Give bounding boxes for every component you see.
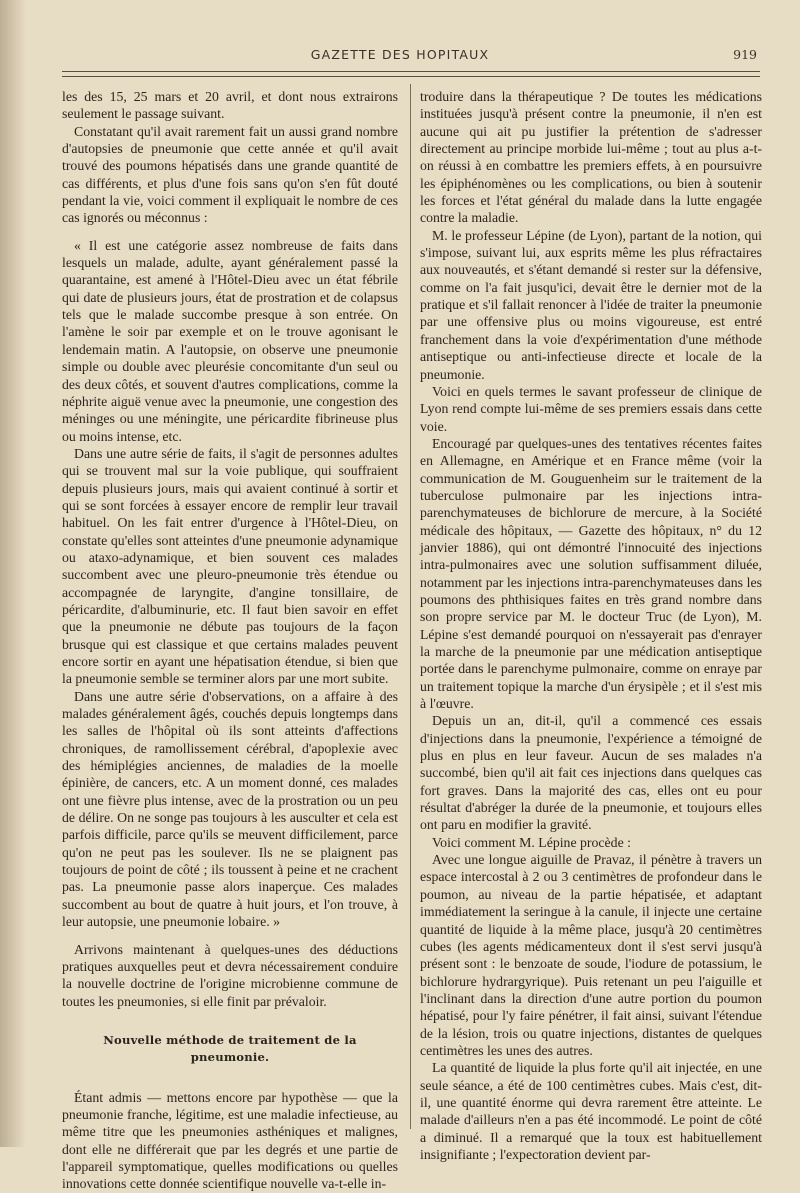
section-title: Nouvelle méthode de traitement de la pneumonie. <box>103 1032 357 1065</box>
paragraph: Avec une longue aiguille de Pravaz, il pénètre à travers un espace intercostal à 2 ou 3 centimètres de profondeur dans le poumon, au niveau de la partie hépatisée, et adaptant immédiatement la seringue à la canule, il injecte une certaine quantité de liquide à la même place, jusqu'à 20 centimètres cubes (les agents médicamenteux dont il s'est servi jusqu'à présent sont : le benzoate de soude, l'iodure de potassium, le bichlorure hydrargyrique). Puis retenant un peu l'aiguille et l'inclinant dans la direction d'une autre portion du poumon hépatisé, pour l'y faire pénétrer, il fait ainsi, suivant l'étendue de la lésion, trois ou quatre injections, distantes de quelques centimètres les unes des autres. <box>420 852 762 1058</box>
spacer <box>62 931 398 941</box>
paragraph: les des 15, 25 mars et 20 avril, et dont nous extrairons seulement le passage suivant. <box>62 89 398 122</box>
paragraph: Voici en quels termes le savant professeur de clinique de Lyon rend compte lui-même de ses premiers essais dans cette voie. <box>420 383 762 434</box>
column-divider <box>410 84 411 1129</box>
paragraph: M. le professeur Lépine (de Lyon), partant de la notion, qui s'impose, suivant lui, aux esprits même les plus réfractaires aux nouveautés, et s'étant demandé si rester sur la défensive, comme on l'a fait jusqu'ici, devait être le dernier mot de la pratique et s'il fallait renoncer à l'idée de traiter la pneumonie par une offensive plus ou moins vigoureuse, est entré franchement dans la voie d'expérimentation d'une méthode antiseptique ou anti-infectieuse directe et locale de la pneumonie. <box>420 227 762 382</box>
paragraph: Constatant qu'il avait rarement fait un aussi grand nombre d'autopsies de pneumonie que cette année et qu'il avait trouvé des poumons hépatisés dans une grande quantité de cas différents, et plus d'une fois sans qu'on s'en fût douté pendant la vie, voici comment il expliquait le nombre de ces cas ignorés ou méconnus : <box>62 123 398 226</box>
paragraph: Arrivons maintenant à quelques-unes des déductions pratiques auxquelles peut et devra nécessairement conduire la nouvelle doctrine de l'origine microbienne commune de toutes les pneumonies, si elle finit par prévaloir. <box>62 941 398 1009</box>
page-edge-shadow <box>0 0 26 1147</box>
paragraph: Voici comment M. Lépine procède : <box>432 834 631 850</box>
quoted-paragraph: « Il est une catégorie assez nombreuse de faits dans lesquels un malade, adulte, ayant généralement passé la quarantaine, est amené à l'Hôtel-Dieu avec un état fébrile qui date de plusieurs jours, état de prostration et de colapsus tels que le malade succombe presque à son entrée. On l'amène le soir par exemple et on le trouve agonisant le lendemain matin. A l'autopsie, on observe une pneumonie simple ou double avec pleurésie concomitante d'un seul ou des deux côtés, et souvent d'autres complications, comme la néphrite aiguë venue avec la pneumonie, une congestion des méninges ou une méningite, une péricardite fibrineuse plus ou moins intense, etc. <box>62 237 398 444</box>
quoted-paragraph: Dans une autre série de faits, il s'agit de personnes adultes qui se trouvent mal sur la voie publique, qui souffraient depuis plusieurs jours, mais qui avaient continué à sortir et qui se sont forcées à essayer encore de remplir leur travail habituel. On les fait entrer d'urgence à l'Hôtel-Dieu, on constate qu'elles sont atteintes d'une pneumonie adynamique ou ataxo-adynamique, et bien souvent ces malades succombent avec une pleuro-pneumonie très étendue ou accompagnée de laryngite, d'angine tonsillaire, de péricardite, d'albuminurie, etc. Il faut bien savoir en effet que la pneumonie ne débute pas toujours de la façon brusque qui est classique et que certains malades peuvent encore sortir en ayant une hépatisation étendue, si bien que la pneumonie semble se terminer alors par une mort subite. <box>62 445 398 687</box>
paragraph: La quantité de liquide la plus forte qu'il ait injectée, en une seule séance, a été de 100 centimètres cubes. Mais c'est, dit-il, une quantité énorme qui devra rarement être atteinte. Le malade d'ailleurs n'en a pas été incommodé. Le point de côté a diminué. Il a remarqué que la toux est habituellement insignifiante ; l'expectoration devient par- <box>420 1060 762 1162</box>
running-header-title: GAZETTE DES HOPITAUX <box>310 47 490 62</box>
paragraph: Étant admis — mettons encore par hypothèse — que la pneumonie franche, légitime, est une maladie infectieuse, au même titre que les pneumonies asthéniques et malignes, dont elle ne différerait que par les degrés et une partie de l'appareil symptomatique, quelles modifications ou quelles innovations cette donnée scientifique nouvelle va-t-elle in- <box>62 1089 398 1192</box>
paragraph: Depuis un an, dit-il, qu'il a commencé ces essais d'injections dans la pneumonie, l'expérience a témoigné de plus en plus en leur faveur. Aucun de ses malades n'a succombé, bien qu'il ait fait ces injections dans quelques cas fort graves. Dans la majorité des cas, elles ont eu pour résultat d'abréger la durée de la pneumonie, et toujours elles ont paru en modifier la gravité. <box>420 713 762 833</box>
spacer <box>62 227 398 237</box>
left-column <box>62 88 398 1193</box>
quoted-paragraph: Dans une autre série d'observations, on a affaire à des malades généralement âgés, couchés depuis longtemps dans les salles de l'hôpital où ils sont atteints d'affections chroniques, de ramollissement cérébral, d'apoplexie avec des hémiplégies anciennes, de maladies de la moelle épinière, de cancers, etc. A un moment donné, ces malades ont une fièvre plus intense, avec de la prostration ou un peu de délire. On ne songe pas toujours à les ausculter et cela est parfois difficile, parce qu'ils se meuvent difficilement, parce qu'on ne peut pas les soulever. Ils ne se plaignent pas toujours de point de côté ; ils toussent à peine et ne crachent pas. La pneumonie passe alors inaperçue. Ces malades succombent au bout de quatre à huit jours, et l'on trouve, à leur autopsie, une pneumonie lobaire. » <box>62 688 398 930</box>
header-rule-top <box>62 71 760 72</box>
paragraph: Encouragé par quelques-unes des tentatives récentes faites en Allemagne, en Amérique et en France même (voir la communication de M. Gouguenheim sur le traitement de la tuberculose pulmonaire par les injections intra-parenchymateuses de bichlorure de mercure, à la Société médicale des hôpitaux, — Gazette des hôpitaux, n° du 12 janvier 1886), qui ont démontré l'innocuité des injections intra-pulmonaires avec une solution suffisamment diluée, notamment par les injections intra-parenchymateuses dans les poumons des phthisiques faites en très grand nombre dans son propre service par M. le docteur Truc (de Lyon), M. Lépine s'est demandé pourquoi on n'essayerait pas d'enrayer la marche de la pneumonie par une médication antiseptique portée dans le parenchyme pulmonaire, comme on enraye par un traitement topique la marche d'un érysipèle ; et il s'est mis à l'œuvre. <box>420 435 762 712</box>
paragraph: troduire dans la thérapeutique ? De toutes les médications instituées jusqu'à présent contre la pneumonie, il n'en est aucune qui ait pu justifier la prétention de s'adresser directement au principe morbide lui-même ; tout au plus a-t-on réussi à en combattre les premiers effets, à en poursuivre les épiphénomènes ou les complications, ou bien à soutenir les forces et l'état général du malade dans la lutte engagée contre la maladie. <box>420 89 762 226</box>
header-rule-bottom <box>62 76 760 77</box>
right-column <box>420 88 762 1163</box>
page-number: 919 <box>733 47 757 62</box>
